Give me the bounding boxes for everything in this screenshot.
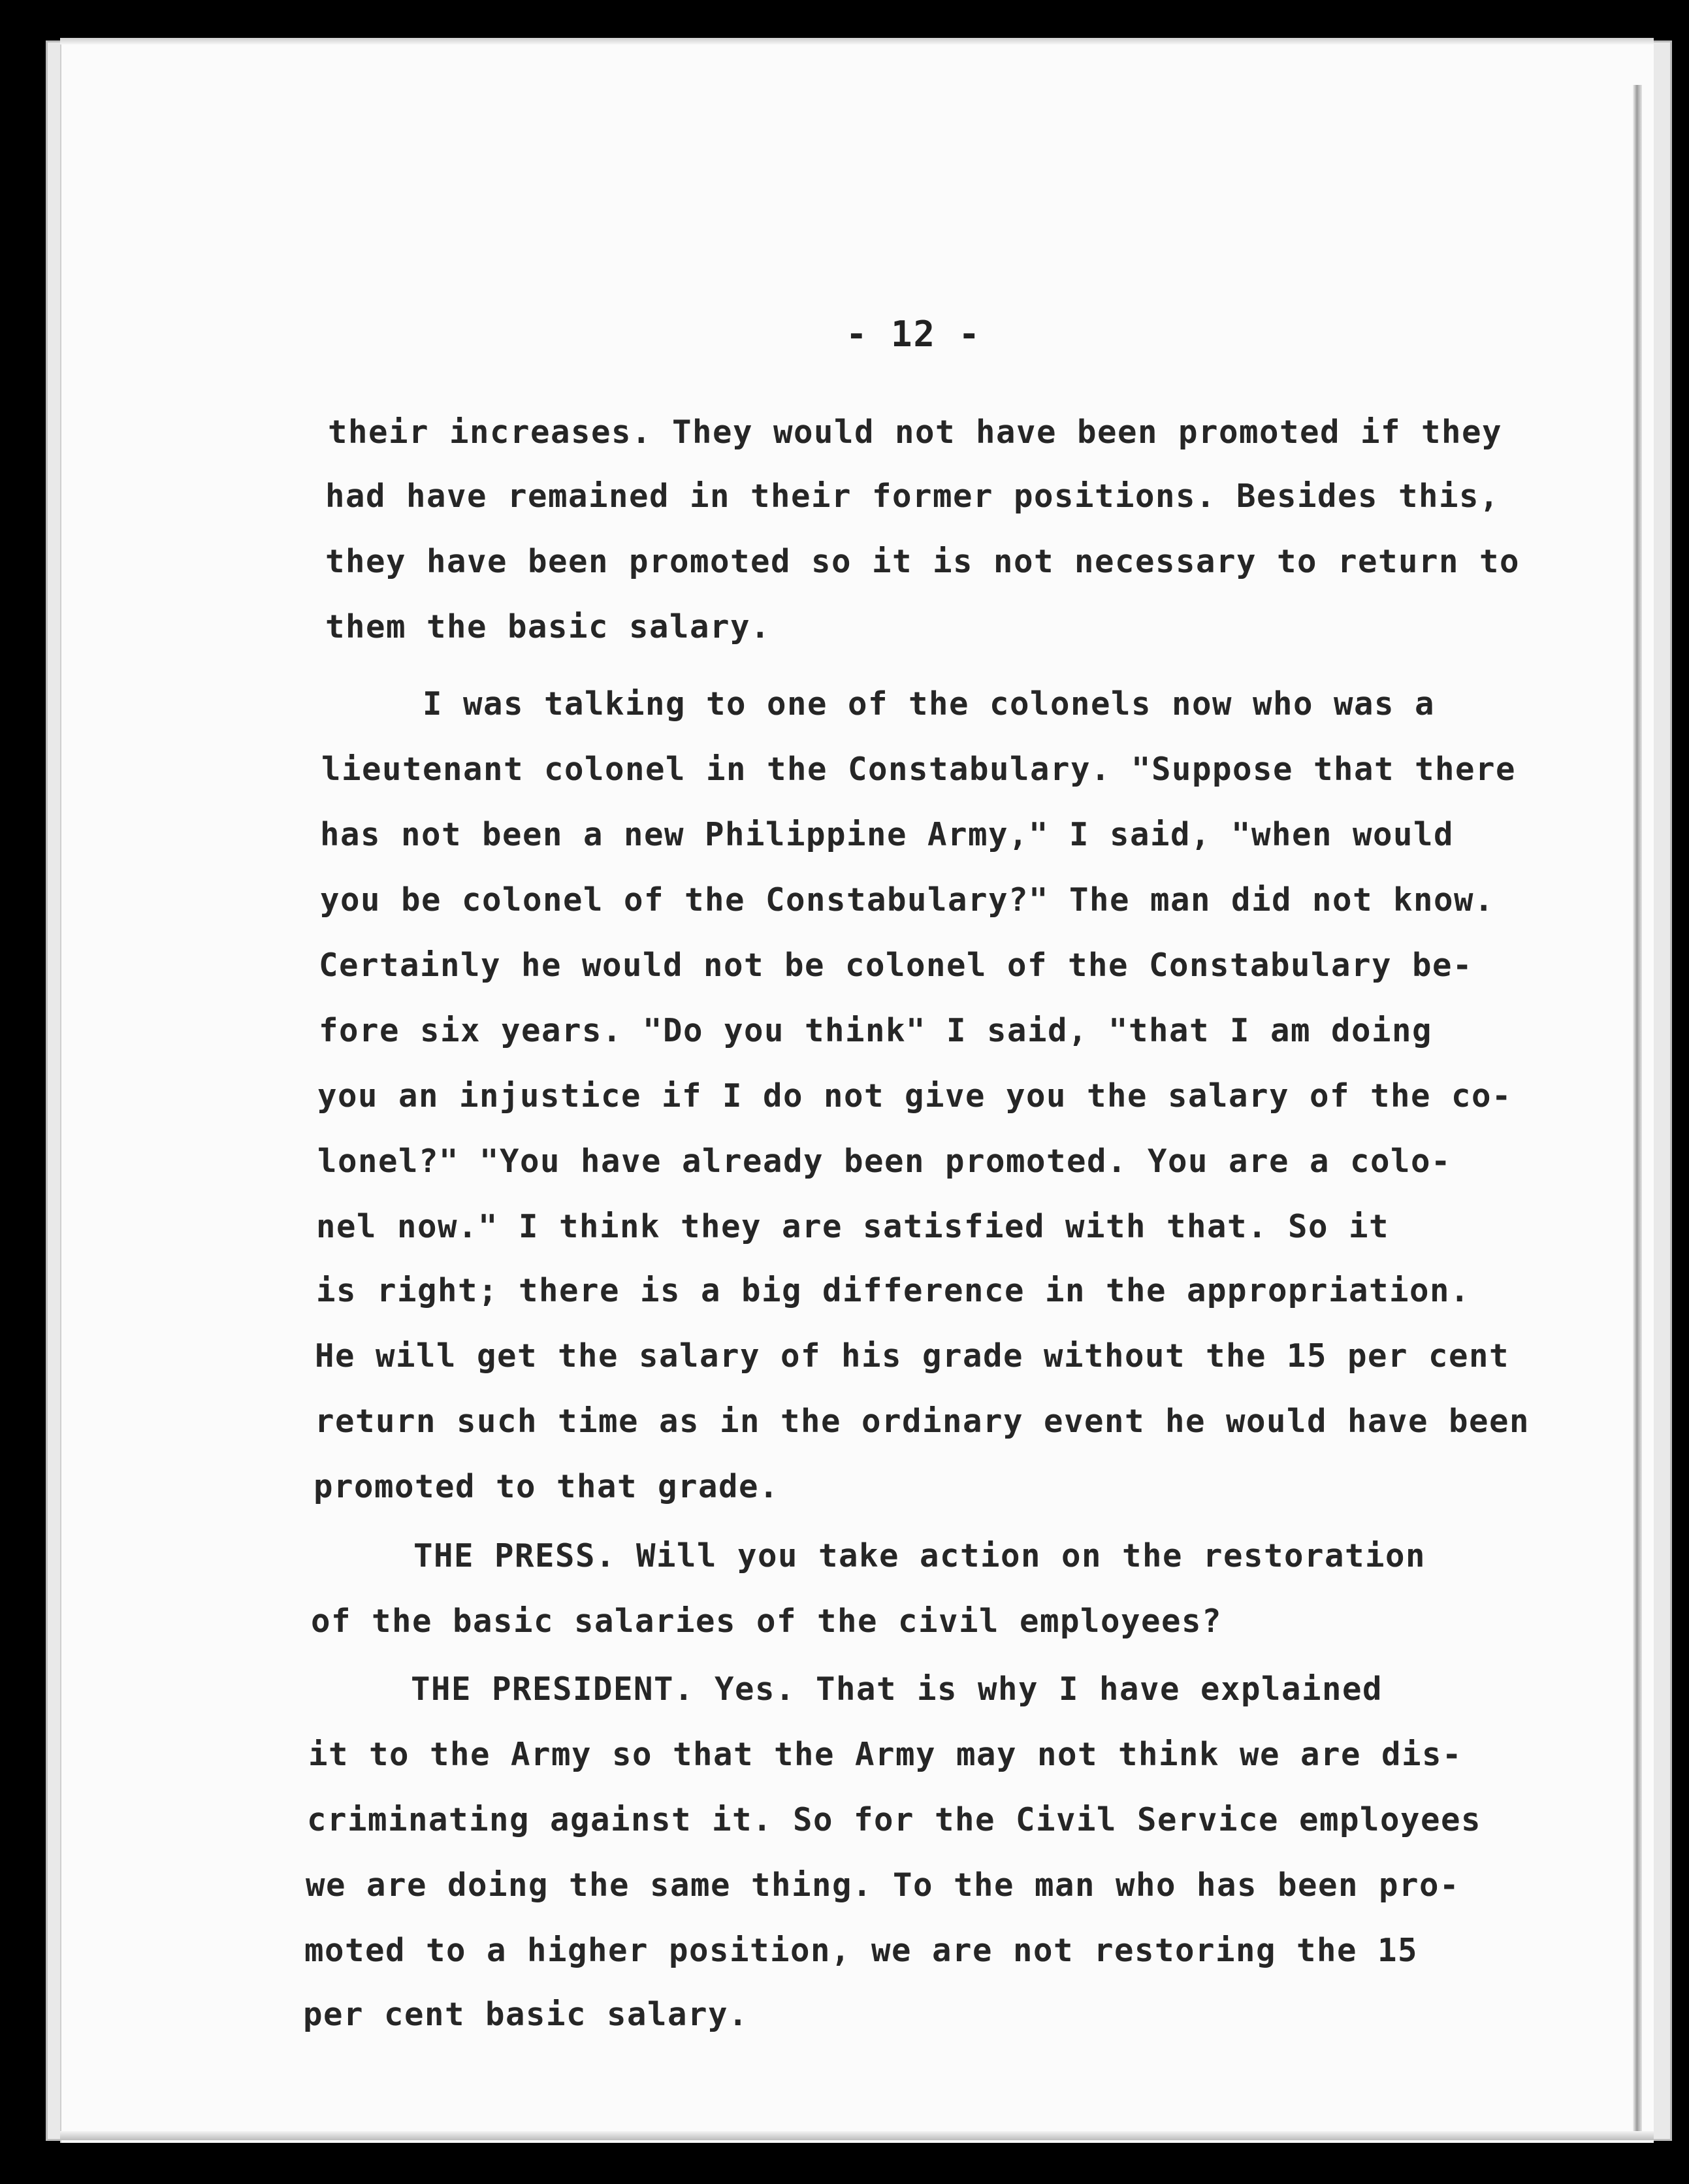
text-line: per cent basic salary. bbox=[303, 1996, 749, 2033]
text-line: criminating against it. So for the Civil Service employees bbox=[307, 1801, 1482, 1838]
text-line: lieutenant colonel in the Constabulary. "Suppose that there bbox=[321, 751, 1517, 788]
text-line: lonel?" "You have already been promoted. You are a colo- bbox=[317, 1143, 1452, 1180]
text-line: we are doing the same thing. To the man who has been pro- bbox=[306, 1866, 1460, 1904]
text-line: moted to a higher position, we are not restoring the 15 bbox=[304, 1932, 1419, 1969]
page-number: - 12 - bbox=[846, 314, 982, 355]
text-line: you be colonel of the Constabulary?" The man did not know. bbox=[320, 881, 1495, 919]
text-line: promoted to that grade. bbox=[314, 1468, 780, 1505]
text-line: THE PRESIDENT. Yes. That is why I have explained bbox=[310, 1671, 1383, 1708]
text-line: THE PRESS. Will you take action on the restoration bbox=[312, 1537, 1426, 1574]
text-line: nel now." I think they are satisfied with that. So it bbox=[316, 1208, 1390, 1245]
text-line: fore six years. "Do you think" I said, "that I am doing bbox=[319, 1012, 1433, 1049]
text-line: return such time as in the ordinary event he would have been bbox=[315, 1403, 1530, 1440]
text-line: their increases. They would not have been promoted if they bbox=[328, 414, 1503, 451]
text-line: of the basic salaries of the civil employees? bbox=[311, 1603, 1223, 1640]
text-line: Certainly he would not be colonel of the Constabulary be- bbox=[319, 947, 1473, 984]
text-line: He will get the salary of his grade without the 15 per cent bbox=[315, 1337, 1510, 1375]
text-line: they have been promoted so it is not necessary to return to bbox=[325, 543, 1520, 580]
text-line: has not been a new Philippine Army," I said, "when would bbox=[320, 816, 1455, 853]
text-line: them the basic salary. bbox=[325, 608, 771, 645]
text-line: I was talking to one of the colonels now who was a bbox=[321, 685, 1436, 723]
text-line: it to the Army so that the Army may not think we are dis- bbox=[308, 1736, 1463, 1773]
text-line: you an injustice if I do not give you the salary of the co- bbox=[317, 1077, 1513, 1115]
text-line: had have remained in their former positions. Besides this, bbox=[325, 478, 1500, 515]
text-line: is right; there is a big difference in the appropriation. bbox=[316, 1272, 1471, 1309]
